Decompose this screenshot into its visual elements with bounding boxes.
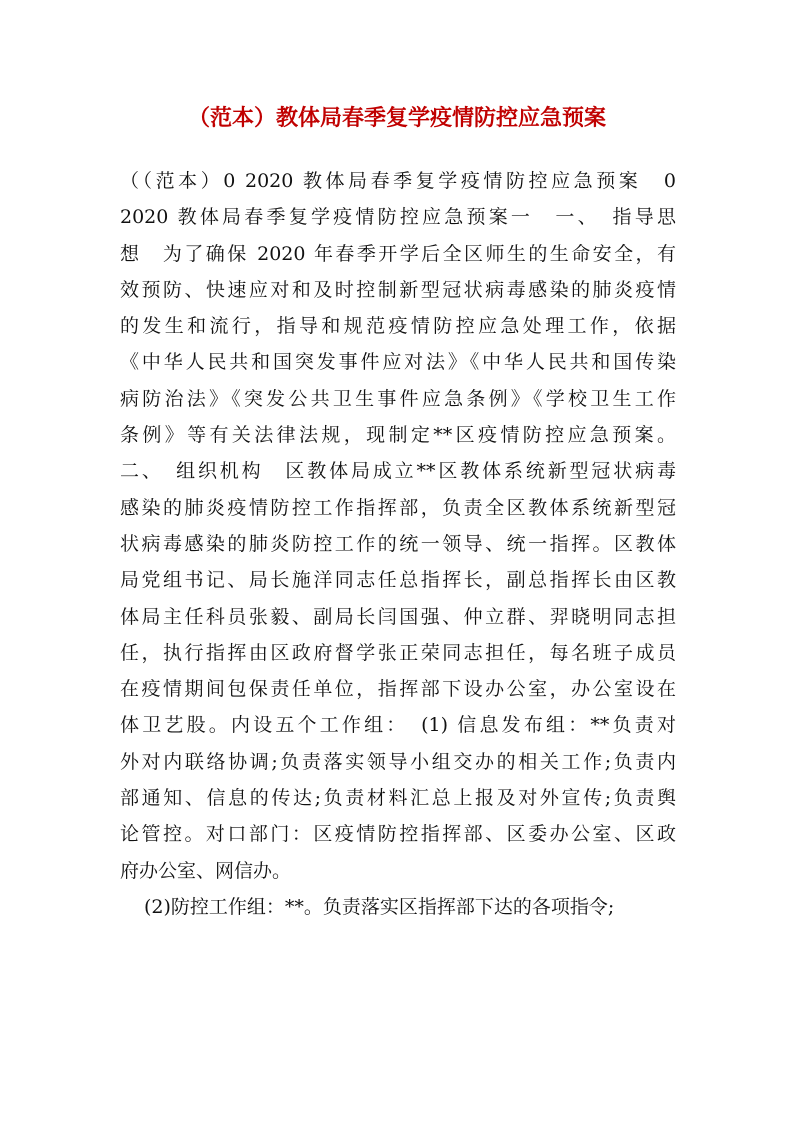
body-line: 府办公室、网信办。 — [120, 859, 292, 882]
body-line: 条例》等有关法律法规，现制定**区疫情防控应急预案。 — [120, 424, 676, 447]
body-line: (2)防控工作组：**。负责落实区指挥部下达的各项指令; — [144, 895, 615, 918]
body-line: 的发生和流行，指导和规范疫情防控应急处理工作，依据 — [120, 315, 676, 338]
body-line: 二、 组织机构 区教体局成立**区教体系统新型冠状病毒 — [120, 460, 676, 483]
body-line: 病防治法》《突发公共卫生事件应急条例》《学校卫生工作 — [120, 387, 676, 410]
body-line: 部通知、信息的传达;负责材料汇总上报及对外宣传;负责舆 — [120, 787, 676, 810]
body-line: 体卫艺股。内设五个工作组： (1) 信息发布组：**负责对 — [120, 714, 676, 737]
document-title: （范本）教体局春季复学疫情防控应急预案 — [187, 105, 606, 131]
body-line: 状病毒感染的肺炎防控工作的统一领导、统一指挥。区教体 — [120, 532, 676, 555]
body-line: 任，执行指挥由区政府督学张正荣同志担任，每名班子成员 — [120, 641, 676, 664]
body-line: 体局主任科员张毅、副局长闫国强、仲立群、羿晓明同志担 — [120, 605, 676, 628]
body-line: 论管控。对口部门：区疫情防控指挥部、区委办公室、区政 — [120, 823, 676, 846]
body-line: 2020 教体局春季复学疫情防控应急预案一 一、 指导思 — [120, 206, 676, 229]
body-line: 想 为了确保 2020 年春季开学后全区师生的生命安全，有 — [120, 242, 676, 265]
body-line: 局党组书记、局长施洋同志任总指挥长，副总指挥长由区教 — [120, 569, 676, 592]
body-line: （（范本）0 2020 教体局春季复学疫情防控应急预案 0 — [120, 170, 676, 192]
body-line: 在疫情期间包保责任单位，指挥部下设办公室，办公室设在 — [120, 678, 676, 701]
body-line: 感染的肺炎疫情防控工作指挥部，负责全区教体系统新型冠 — [120, 496, 676, 519]
body-line: 效预防、快速应对和及时控制新型冠状病毒感染的肺炎疫情 — [120, 278, 676, 301]
body-line: 外对内联络协调;负责落实领导小组交办的相关工作;负责内 — [120, 750, 676, 773]
body-line: 《中华人民共和国突发事件应对法》《中华人民共和国传染 — [120, 351, 676, 374]
document-body — [120, 163, 676, 925]
